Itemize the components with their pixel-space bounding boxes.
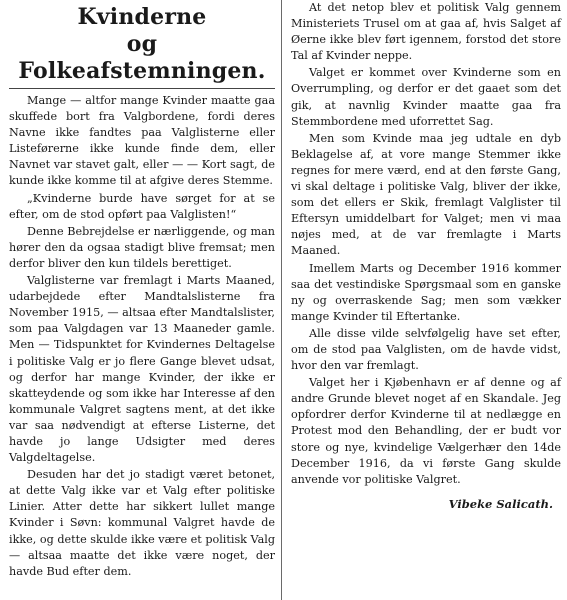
paragraph: Mange — altfor mange Kvinder maatte gaa skuffede bort fra Valgbordene, fordi deres Navne ikke fandtes paa Valglisterne eller Listeførerne ikke kunde finde dem, eller Navnet var stavet galt, eller — — Kort sagt, de kunde ikke komme til at afgive deres Stemme. (9, 94, 275, 188)
paragraph: Men som Kvinde maa jeg udtale en dyb Beklagelse af, at vore mange Stemmer ikke regnes for mere værd, end at den første Gang, vi skal deltage i politiske Valg, bliver der ikke, som det ellers er Skik, fremlagt Valglister til Eftersyn umiddelbart for Valget; men vi maa nøjes med, at de var fremlagte i Marts Maaned. (291, 131, 561, 258)
paragraph: Valglisterne var fremlagt i Marts Maaned, udarbejdede efter Mandtalslisterne fra November 1915, — altsaa efter Mandtalslister, som paa Valgdagen var 13 Maaneder gamle. Men — Tidspunktet for Kvindernes Deltagelse i politiske Valg er jo flere Gange blevet udsat, og derfor har mange Kvinder, der ikke er skatteydende og som ikke har Interesse af den kommunale Valgret sagtens ment, at det ikke var saa nødvendigt at efterse Listerne, det havde jo lange Udsigter med deres Valgdeltagelse. (9, 274, 275, 465)
article-title (9, 4, 275, 85)
left-column (0, 0, 281, 600)
author-signature: Vibeke Salicath. (448, 496, 553, 511)
right-column (281, 0, 567, 600)
title-line-1: Kvinderne (77, 4, 207, 30)
paragraph: Denne Bebrejdelse er nærliggende, og man hører den da ogsaa stadigt blive fremsat; men derfor bliver den kun tildels berettiget. (9, 224, 275, 270)
paragraph: Desuden har det jo stadigt været betonet, at dette Valg ikke var et Valg efter politiske Linier. Atter dette har sikkert lullet mange Kvinder i Søvn: kommunal Valgret havde de ikke, og dette skulde ikke være et politisk Valg — altsaa maatte det ikke være noget, der havde Bud efter dem. (9, 468, 275, 578)
paragraph: „Kvinderne burde have sørget for at se efter, om de stod opført paa Valglisten!“ (9, 191, 275, 221)
title-line-2: og Folkeafstemningen. (18, 31, 266, 84)
paragraph: Alle disse vilde selvfølgelig have set efter, om de stod paa Valglisten, om de havde vidst, hvor den var fremlagt. (291, 326, 561, 373)
title-rule (9, 88, 275, 89)
paragraph: Valget er kommet over Kvinderne som en Overrumpling, og derfor er det gaaet som det gik, at navnlig Kvinder maatte gaa fra Stemmbordene med uforrettet Sag. (291, 66, 561, 128)
paragraph: Valget her i Kjøbenhavn er af denne og af andre Grunde blevet noget af en Skandale. Jeg opfordrer derfor Kvinderne til at nedlægge en Protest mod den Behandling, der er budt vor store og nye, kvindelige Vælgerhær den 14de December 1916, da vi første Gang skulde anvende vor politiske Valgret. (291, 376, 561, 486)
paragraph: At det netop blev et politisk Valg gennem Ministeriets Trusel om at gaa af, hvis Salget af Øerne ikke blev ført igennem, forstod det store Tal af Kvinder neppe. (291, 1, 561, 63)
paragraph: Imellem Marts og December 1916 kommer saa det vestindiske Spørgsmaal som en ganske ny og overraskende Sag; men som vækker mange Kvinder til Eftertanke. (291, 261, 561, 323)
